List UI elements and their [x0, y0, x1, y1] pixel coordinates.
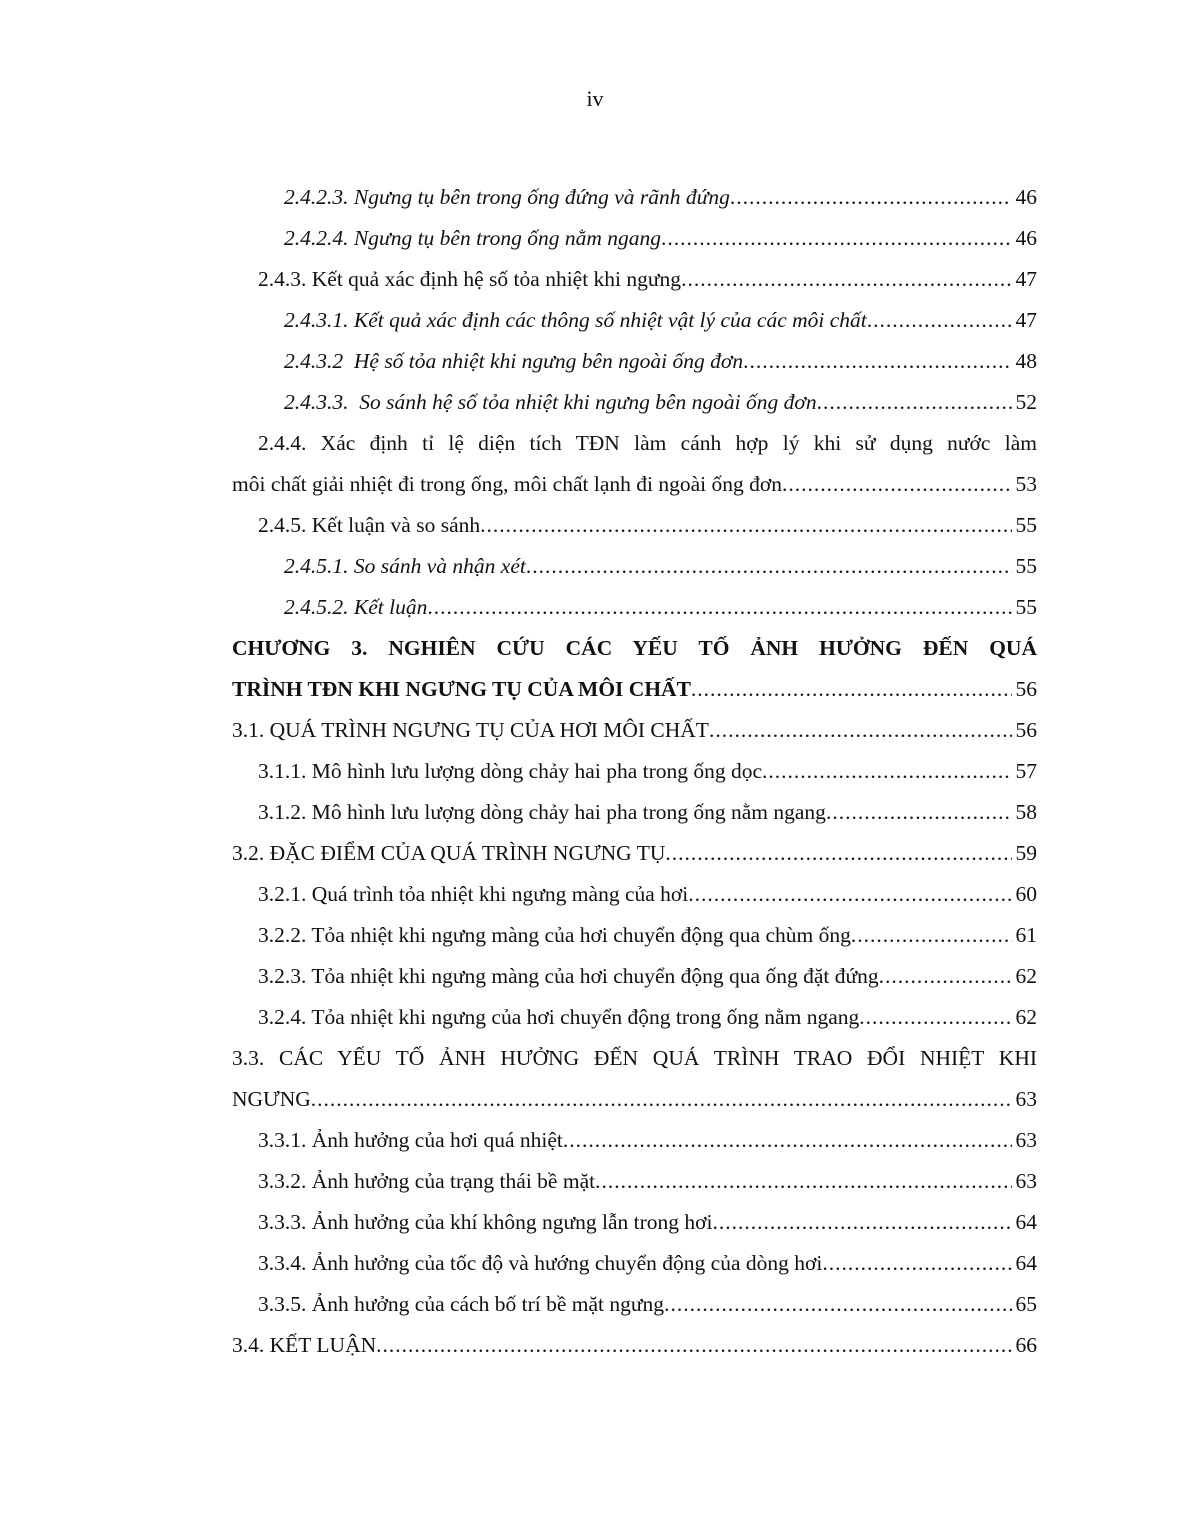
table-of-contents [232, 177, 1037, 1366]
toc-entry-title: 3.2.3. Tỏa nhiệt khi ngưng màng của hơi chuyển động qua ống đặt đứng [258, 964, 879, 988]
toc-entry[interactable] [232, 956, 1037, 997]
toc-entry-page: 60 [1015, 882, 1037, 906]
toc-entry-title: 3.1.2. Mô hình lưu lượng dòng chảy hai pha trong ống nằm ngang [258, 800, 826, 824]
toc-entry-title: 3.3.1. Ảnh hưởng của hơi quá nhiệt [258, 1128, 563, 1152]
toc-entry-page: 65 [1015, 1292, 1037, 1316]
toc-entry[interactable] [232, 587, 1037, 628]
toc-entry-line2[interactable] [232, 1079, 1037, 1120]
toc-entry[interactable] [232, 259, 1037, 300]
toc-entry-page: 56 [1015, 718, 1037, 742]
toc-entry-title: 2.4.5.1. So sánh và nhận xét [284, 554, 526, 578]
toc-entry-title: 3.4. KẾT LUẬN [232, 1333, 377, 1357]
toc-entry-line1[interactable] [232, 1038, 1037, 1079]
toc-entry[interactable] [232, 1325, 1037, 1366]
toc-entry-line2[interactable] [232, 464, 1037, 505]
toc-chapter-line2[interactable] [232, 669, 1037, 710]
toc-entry-page: 46 [1015, 185, 1037, 209]
toc-entry-page: 48 [1015, 349, 1037, 373]
toc-entry-page: 47 [1015, 308, 1037, 332]
toc-entry-title: 3.2.4. Tỏa nhiệt khi ngưng của hơi chuyển động trong ống nằm ngang [258, 1005, 860, 1029]
toc-entry[interactable] [232, 915, 1037, 956]
toc-entry-page: 52 [1015, 390, 1037, 414]
toc-entry-page: 57 [1015, 759, 1037, 783]
toc-entry-title: 2.4.3. Kết quả xác định hệ số tỏa nhiệt khi ngưng [258, 267, 682, 291]
toc-entry-title: 3.3. CÁC YẾU TỐ ẢNH HƯỞNG ĐẾN QUÁ TRÌNH TRAO ĐỔI NHIỆT KHI [232, 1046, 1037, 1070]
toc-entry[interactable] [232, 382, 1037, 423]
toc-entry[interactable] [232, 1120, 1037, 1161]
toc-entry-title: 3.1. QUÁ TRÌNH NGƯNG TỤ CỦA HƠI MÔI CHẤT [232, 718, 709, 742]
toc-entry-title: 2.4.2.4. Ngưng tụ bên trong ống nằm ngang [284, 226, 662, 250]
toc-entry-title: 3.3.2. Ảnh hưởng của trạng thái bề mặt [258, 1169, 596, 1193]
toc-entry-page: 56 [1015, 677, 1037, 701]
toc-entry-title: 3.1.1. Mô hình lưu lượng dòng chảy hai pha trong ống dọc [258, 759, 763, 783]
toc-entry-page: 64 [1015, 1210, 1037, 1234]
toc-entry[interactable] [232, 874, 1037, 915]
toc-entry-page: 59 [1015, 841, 1037, 865]
toc-entry-title: 3.3.3. Ảnh hưởng của khí không ngưng lẫn trong hơi [258, 1210, 713, 1234]
toc-entry[interactable] [232, 1243, 1037, 1284]
toc-chapter-title-cont: TRÌNH TĐN KHI NGƯNG TỤ CỦA MÔI CHẤT [232, 677, 691, 701]
toc-entry-page: 46 [1015, 226, 1037, 250]
toc-entry-page: 63 [1015, 1128, 1037, 1152]
toc-entry-title-cont: môi chất giải nhiệt đi trong ống, môi chất lạnh đi ngoài ống đơn [232, 472, 782, 496]
toc-entry-title: 3.2. ĐẶC ĐIỂM CỦA QUÁ TRÌNH NGƯNG TỤ [232, 841, 666, 865]
toc-entry-page: 63 [1015, 1169, 1037, 1193]
toc-entry-page: 62 [1015, 964, 1037, 988]
toc-entry-title: 3.2.1. Quá trình tỏa nhiệt khi ngưng màng của hơi [258, 882, 689, 906]
toc-entry[interactable] [232, 751, 1037, 792]
toc-entry-title: 2.4.3.3. So sánh hệ số tỏa nhiệt khi ngưng bên ngoài ống đơn [284, 390, 817, 414]
toc-entry[interactable] [232, 833, 1037, 874]
toc-entry-title-cont: NGƯNG [232, 1087, 311, 1111]
toc-entry-page: 55 [1015, 554, 1037, 578]
toc-entry[interactable] [232, 997, 1037, 1038]
toc-entry[interactable] [232, 1161, 1037, 1202]
toc-entry[interactable] [232, 546, 1037, 587]
toc-entry-title: 3.3.4. Ảnh hưởng của tốc độ và hướng chuyển động của dòng hơi [258, 1251, 823, 1275]
page-number: iv [586, 86, 604, 111]
toc-entry-page: 63 [1015, 1087, 1037, 1111]
toc-entry[interactable] [232, 505, 1037, 546]
toc-entry-line1[interactable] [232, 423, 1037, 464]
toc-entry-page: 64 [1015, 1251, 1037, 1275]
toc-entry-page: 55 [1015, 513, 1037, 537]
toc-chapter-line1[interactable] [232, 628, 1037, 669]
toc-entry-page: 47 [1015, 267, 1037, 291]
toc-entry[interactable] [232, 341, 1037, 382]
toc-entry-page: 58 [1015, 800, 1037, 824]
toc-entry-page: 53 [1015, 472, 1037, 496]
toc-entry-title: 2.4.4. Xác định tỉ lệ diện tích TĐN làm cánh hợp lý khi sử dụng nước làm [258, 431, 1037, 455]
toc-entry-title: 2.4.3.2 Hệ số tỏa nhiệt khi ngưng bên ngoài ống đơn [284, 349, 744, 373]
toc-chapter-title: CHƯƠNG 3. NGHIÊN CỨU CÁC YẾU TỐ ẢNH HƯỞNG ĐẾN QUÁ [232, 636, 1037, 660]
toc-entry-title: 2.4.5. Kết luận và so sánh [258, 513, 481, 537]
toc-entry-page: 55 [1015, 595, 1037, 619]
toc-entry[interactable] [232, 792, 1037, 833]
toc-entry-title: 3.3.5. Ảnh hưởng của cách bố trí bề mặt ngưng [258, 1292, 665, 1316]
toc-entry-title: 2.4.2.3. Ngưng tụ bên trong ống đứng và rãnh đứng [284, 185, 730, 209]
toc-entry[interactable] [232, 218, 1037, 259]
toc-entry-title: 3.2.2. Tỏa nhiệt khi ngưng màng của hơi chuyển động qua chùm ống [258, 923, 851, 947]
toc-entry[interactable] [232, 300, 1037, 341]
toc-entry[interactable] [232, 1202, 1037, 1243]
toc-entry-page: 61 [1015, 923, 1037, 947]
toc-entry[interactable] [232, 710, 1037, 751]
toc-entry-title: 2.4.3.1. Kết quả xác định các thông số nhiệt vật lý của các môi chất [284, 308, 867, 332]
toc-entry[interactable] [232, 177, 1037, 218]
toc-entry-page: 62 [1015, 1005, 1037, 1029]
toc-entry[interactable] [232, 1284, 1037, 1325]
toc-entry-page: 66 [1015, 1333, 1037, 1357]
toc-entry-title: 2.4.5.2. Kết luận [284, 595, 428, 619]
